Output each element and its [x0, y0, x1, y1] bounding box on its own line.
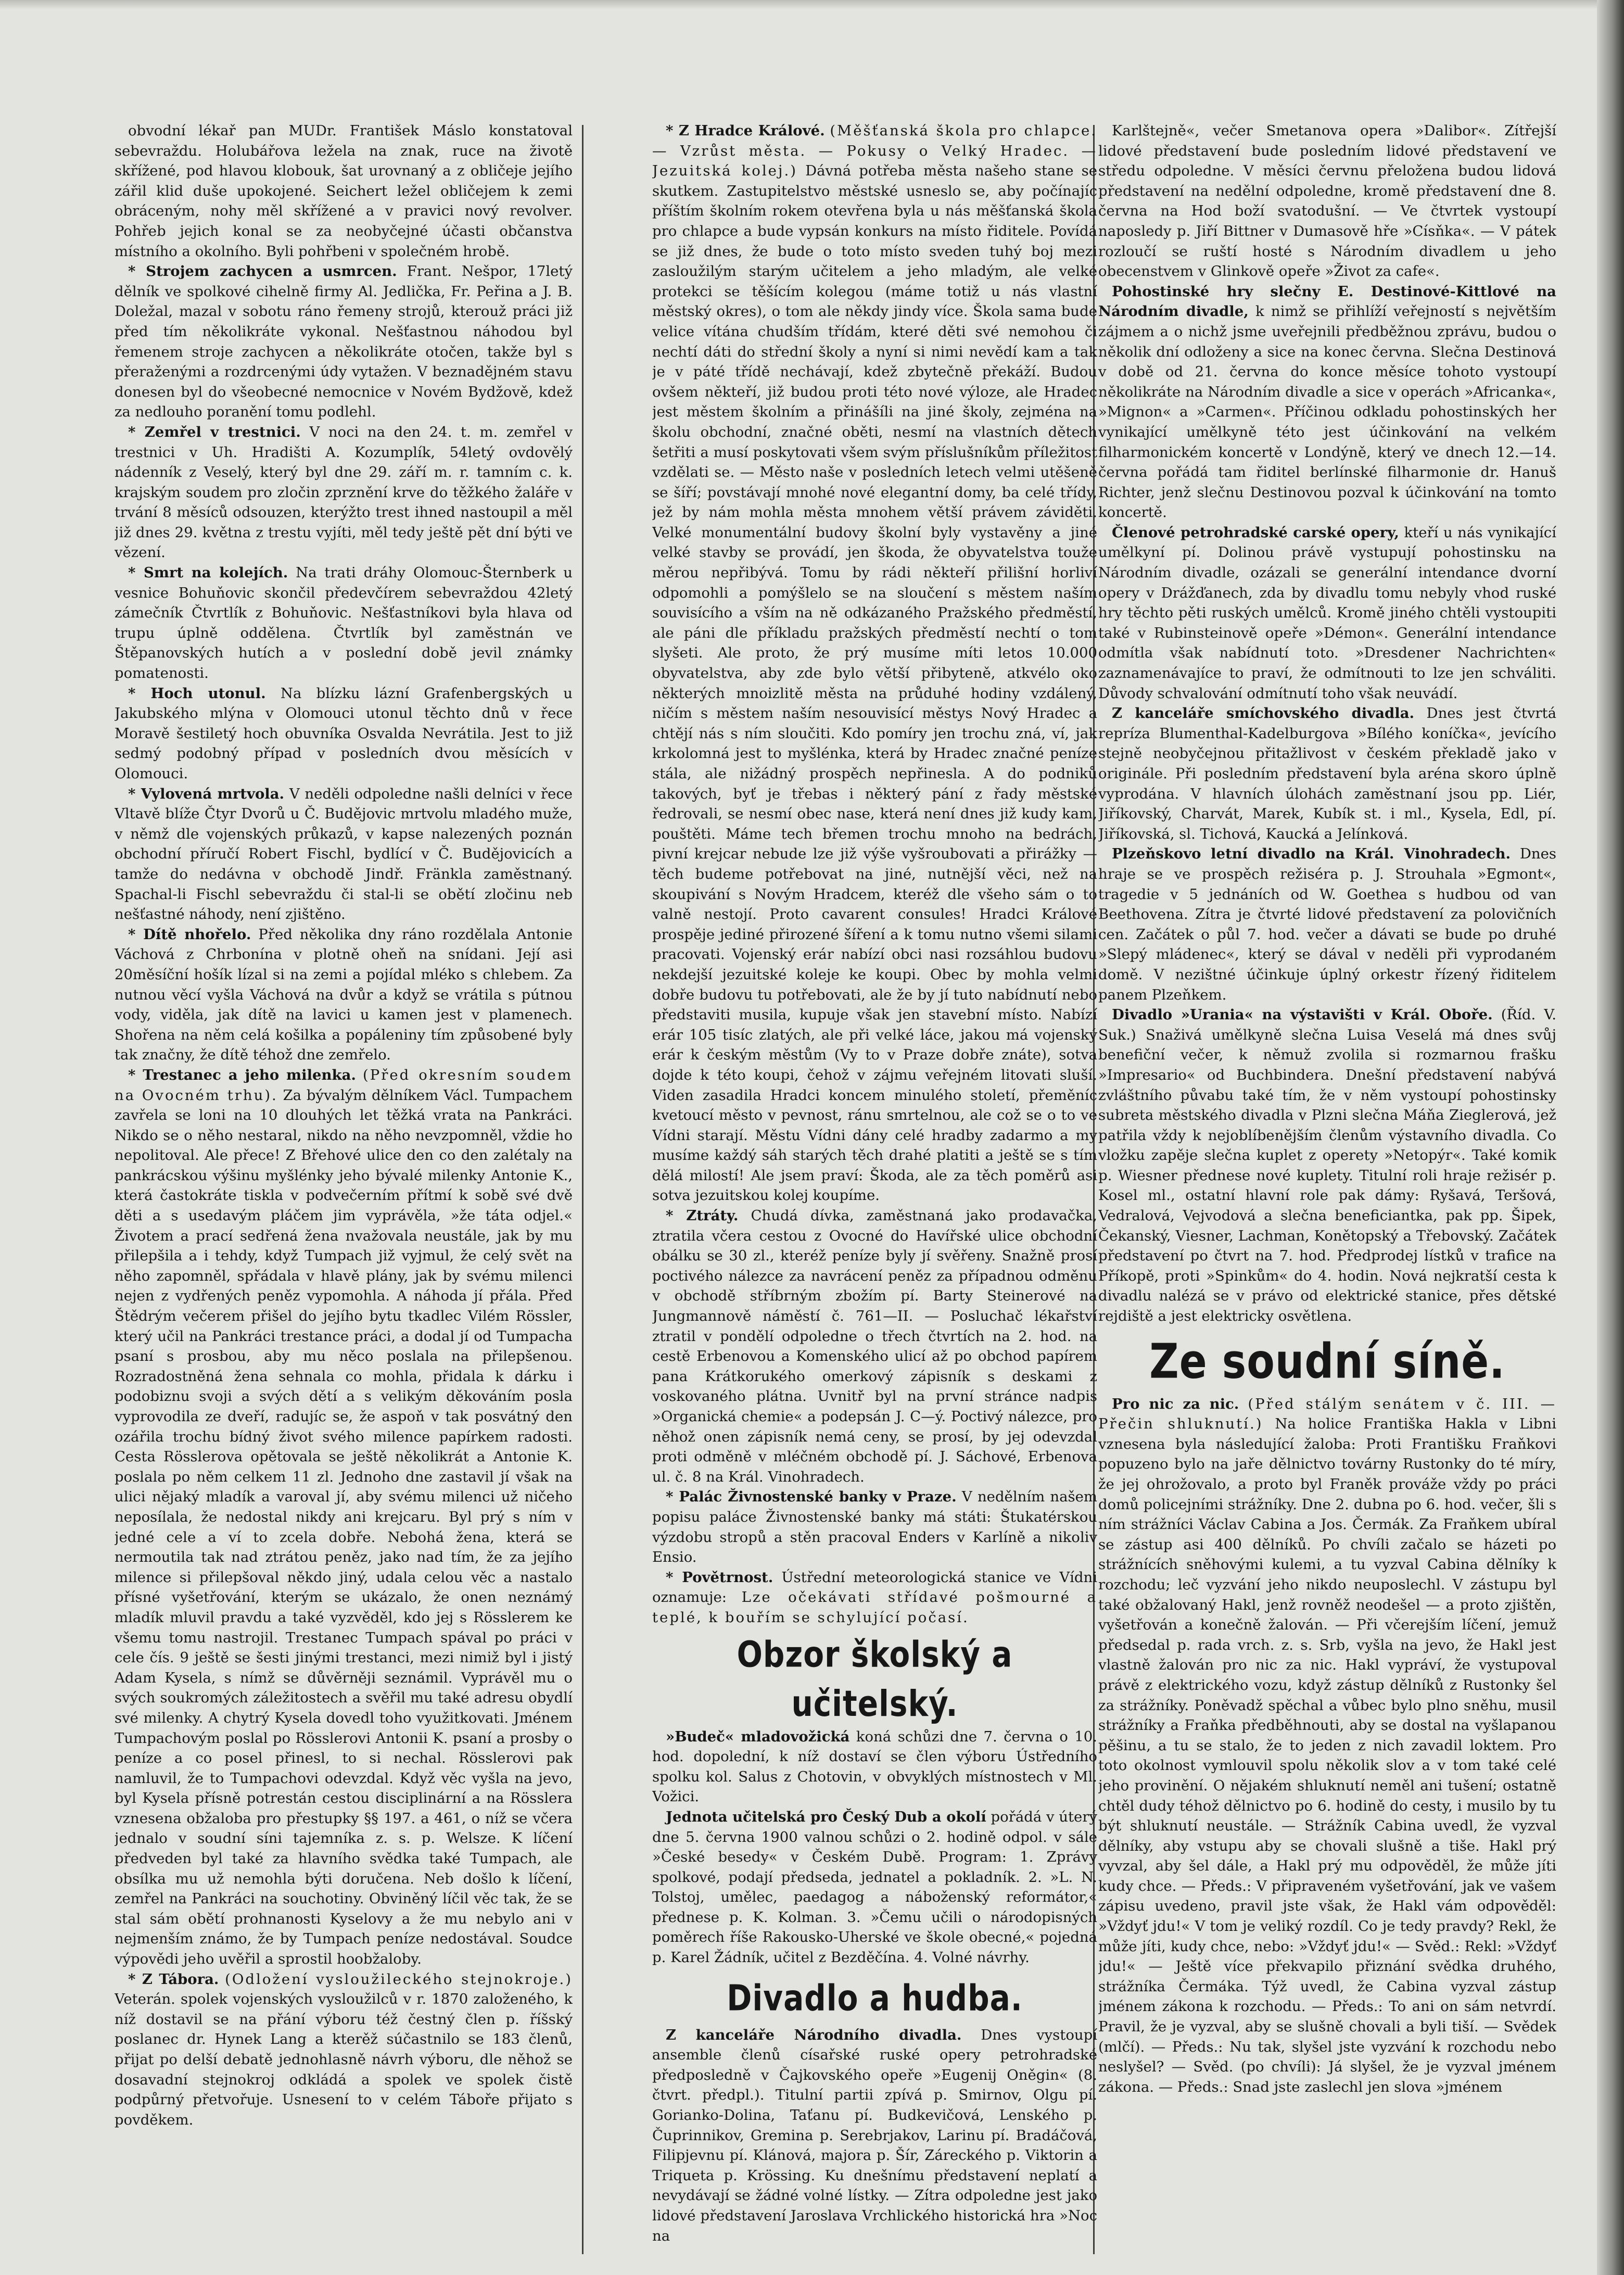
section-heading: Obzor školský a učitelský. — [737, 1633, 1013, 1724]
section-heading: Ze soudní síně. — [1149, 1334, 1505, 1389]
column-right — [1098, 121, 1556, 2258]
news-item-body: Na trati dráhy Olomouc-Šternberk u vesnice Bohuňovic skončil předevčírem sebevraždou 42letý zámečník Čtvrtlík z Bohuňovic. Nešťastníkovi byla hlava od trupu úplně oddělena. Čtvrtlík byl zaměstnán ve Štěpanovských hutích a v poslední době jevil známky pomatenosti. — [115, 564, 573, 682]
news-item — [115, 1969, 573, 2130]
news-item-body: obvodní lékař pan MUDr. František Máslo konstatoval sebevraždu. Holubářova ležela na znak, ruce na životě skřížené, pod hlavou klobouk, šat urovnaný a z obličeje jejího zářil klid duše upokojené. Seichert ležel obličejem k zemi obráceným, nohy měl skřížené a v pravici nový revolver. Pohřeb jejich konal se za neobyčejné účasti občanstva místního a okolního. Byli pohřbeni v společném hrobě. — [115, 122, 573, 260]
news-item — [1098, 1005, 1556, 1326]
news-item-body: kteří u nás vynikající umělkyní pí. Dolinou právě vystupují pohostinsku na Národním divadle, ozázali se generální intendance dvorní opery v Drážďanech, zda by divadlu tomu nebyly vhod ruské hry těchto pěti ruských umělců. Kromě jiného chtěli vystoupiti také v Rubinsteinově opeře »Démon«. Generální intendance odmítla však nabídnutí toto. »Dresdener Nachrichten« zaznamenávajíce to praví, že odmítnouti to lze jen schváliti. Důvody schvalování odmítnutí toho však neuvádí. — [1098, 524, 1556, 702]
news-item-body: V noci na den 24. t. m. zemřel v trestnici v Uh. Hradišti A. Kozumplík, 54letý ovdovělý nádenník z Veselý, který byl dne 29. září m. r. tamním c. k. krajským soudem pro zločin zprznění krve do těžkého žaláře v trvání 8 měsíců odsouzen, kterýžto trest ihned nastoupil a měl již dnes 29. května z trestu vyjíti, měl tedy ještě pět dní býti ve vězení. — [115, 423, 573, 561]
news-item-heading: Jednota učitelská pro Český Dub a okolí — [666, 1808, 986, 1825]
news-item — [115, 925, 573, 1065]
news-item-body: Na blízku lázní Grafenbergských u Jakubského mlýna v Olomouci utonul těchto dnů v řece Moravě šestiletý hoch obuvníka Osvalda Nevrátila. Jest to již sedmý podobný případ v posledních dvou měsících v Olomouci. — [115, 685, 573, 782]
news-item — [652, 1807, 1097, 1968]
news-item-heading: * Z Tábora. — [128, 1970, 219, 1988]
news-item-heading: * Z Hradce Králové. — [666, 122, 825, 139]
news-item-heading: * Ztráty. — [666, 1207, 739, 1224]
news-item — [652, 1727, 1097, 1807]
news-item — [115, 563, 573, 684]
news-item-heading: Členové petrohradské carské opery, — [1112, 524, 1399, 541]
section-heading: Divadlo a hudba. — [727, 1977, 1023, 2019]
news-item-body: (Říd. V. Suk.) Snaživá umělkyně slečna Luisa Veselá má dnes svůj benefiční večer, k němuž zvolila si rozmarnou frašku »Impresario« od Buchbindera. Dnešní představení nabývá zvláštního půvabu také tím, že v něm vystoupí pohostinsky subreta městského divadla v Plzni slečna Máňa Zieglerová, jež patřila vždy k nejoblíbenějším členům výstavního divadla. Co vložku zapěje slečna kuplet z operety »Netopýr«. Také komik p. Wiesner přednese nové kuplety. Titulní roli hraje režisér p. Kosel ml., ostatní hlavní role pak dámy: Ryšavá, Teršová, Vedralová, Vejvodová a slečna beneficiantka, pak pp. Šipek, Čekanský, Viesner, Lachman, Konětopský a Třebovský. Začátek představení po čtvrt na 7. hod. Předprodej lístků v trafice na Příkopě, proti »Spinkům« do 4. hodin. Nová nejkratší cesta k divadlu nalézá se v právo od elektrické stanice, přes dětské rejdiště a jest elektricky osvětlena. — [1098, 1006, 1556, 1325]
news-item-body: Na holice Františka Hakla v Libni vznesena byla následující žaloba: Proti Františku Fraňkovi popuzeno bylo na jaře dělnictvo továrny Rustonky do té míry, že jej ohrožovalo, a proto byl Franěk prováže vždy po práci domů policejními strážníky. Dne 2. dubna po 6. hod. večer, šli s ním strážníci Václav Cabina a Jos. Čermák. Za Fraňkem ubíral se zástup asi 400 dělníků. Po chvíli začalo se házeti po strážnících sněhovými kulemi, a tu vyzval Cabina dělníky k rozchodu; leč vyzvání jeho nikdo neuposlechl. V zástupu byl také obžalovaný Hakl, jenž rovněž neodešel — a proto zjištěn, vyšetřován a konečně žalován. — Při včerejším líčení, jemuž předsedal p. rada vrch. z. s. Srb, vyšla na jevo, že Hakl jest vlastně žalován pro nic za nic. Hakl vypráví, že vystupoval právě z elektrického vozu, když zástup dělníků z Rustonky šel za strážníky. Poněvadž spěchal a vůbec bylo plno sněhu, musil strážníky a Fraňka předběhnouti, aby se dostal na vyšlapanou pěšinu, a tu se stalo, že to jeden z nich zavadil loktem. Pro toto okolnost vymlouvil spolu několik slov a v tom také celé jeho provinění. O nějakém shluknutí neměl ani tušení; ostatně chtěl dudy téhož dělnictvo po 6. hodině do cesty, i musilo by tu být shluknutí neustále. — Strážník Cabina uvedl, že vyzval dělníky, aby vstupu aby se chovali slušně a tiše. Hakl prý vyvzal, aby šel dále, a Hakl prý mu odpověděl, že může jíti kudy chce. — Předs.: V připraveném vyšetřování, jak ve vašem zápisu uvedeno, pravil jste však, že Hakl vám odpověděl: »Vždyť jdu!« V tom je veliký rozdíl. Co je tedy pravdy? Rekl, že může jíti, kudy chce, nebo: »Vždyť jdu!« — Svěd.: Rekl: »Vždyť jdu!« — Ještě více překvapilo přiznání svědka druhého, strážníka Čermáka. Týž uvedl, že Cabina vyzval zástup jménem zákona k rozchodu. — Předs.: To ani on sám netvrdí. Pravil, že je vyzval, aby se slušně chovali a byli tiší. — Svědek (mlčí). — Předs.: Nu tak, slyšel jste vyzvání k rozchodu nebo neslyšel? — Svěd. (po chvíli): Já slyšel, že je vyzval jménem zákona. — Předs.: Snad jste zaslechl jen slova »jménem — [1098, 1415, 1556, 2095]
news-item-body: Dnes vystoupí ansemble členů císařské ruské opery petrohradské předposledně v Čajkovského opeře »Eugenij Oněgin« (8. čtvrt. předpl.). Titulní partii zpívá p. Smirnov, Olgu pí. Gorianko-Dolina, Taťanu pí. Budkevičová, Lenského p. Čuprinnikov, Gremina p. Serebrjakov, Larinu pí. Bradáčová, Filipjevnu pí. Klánová, majora p. Šír, Záreckého p. Viktorin a Triqueta p. Krössing. Ku dnešnímu představení neplatí a nevydávají se žádné volné lístky. — Zítra odpoledne jest jako lidové představení Jaroslava Vrchlického historická hra »Noc na — [652, 2026, 1097, 2244]
news-item-heading: * Vylovená mrtvola. — [128, 785, 285, 802]
news-item-body: Veterán. spolek vojenských vysloužilců v r. 1870 založeného, k níž dostavil se na přání výboru též čestný člen p. říšský poslanec dr. Hynek Lang a kterěž súčastnilo se 183 členů, přijat po delší debatě jednohlasně návrh výboru, dle něhož se dosavadní stejnokroj odkládá a spolek ve spolek čistě podpůrný přetvořuje. Usnesení to v celém Táboře přijato s povděkem. — [115, 1991, 573, 2128]
news-item-forecast: Lze očekávati střídavé pošmourné a teplé, k bouřím se schylující počasí. — [652, 1589, 1097, 1626]
scan-top-shadow — [0, 0, 1624, 9]
news-item-body: k nimž se přihlíží veřejností s největším zájmem a o nichž jsme uveřejnili předběžnou zprávu, budou o několik dní odloženy a sice na konec června. Slečna Destinová v době od 21. června do konce měsíce tohoto vystoupí několikráte na Národním divadle a sice v operách »Africanka«, »Mignon« a »Carmen«. Příčinou odkladu pohostinských her vynikající umělkyně této jest účinkování na velkém filharmonickém koncertě v Londýně, který ve dnech 12.—14. června pořádá tam řiditel berlínské filharmonie dr. Hanuš Richter, jenž slečnu Destinovou pozval k účinkování na tomto koncertě. — [1098, 303, 1556, 521]
news-item-body: koná schůzi dne 7. června o 10. hod. dopolední, k níž dostaví se člen výboru Ústředního spolku kol. Salus z Chotovin, v obvyklých místnostech v Ml. Vožici. — [652, 1728, 1097, 1805]
column-left — [115, 121, 573, 2258]
news-item — [1098, 523, 1556, 703]
news-item — [1098, 844, 1556, 1005]
news-item-subheading: (Měšťanská škola pro chlapce. — Vzrůst města. — Pokusy o Velký Hradec. — Jezuitská kolej.) — [652, 122, 1097, 180]
news-item-heading: * Palác Živnostenské banky v Praze. — [666, 1488, 957, 1506]
news-item — [652, 1487, 1097, 1567]
news-item — [652, 2025, 1097, 2246]
news-item — [652, 121, 1097, 1206]
news-item-body: pořádá v úterý dne 5. června 1900 valnou schůzi o 2. hodině odpol. v sále »České besedy« v Českém Dubě. Program: 1. Zprávy spolkové, podají předseda, jednatel a pokladník. 2. »L. N. Tolstoj, umělec, paedagog a náboženský reformátor,« přednese p. K. Kolman. 3. »Čemu učili o národopisných poměrech říše Rakousko-Uherské ve škole obecné,« pojedná p. Karel Žádník, učitel z Bezděčína. 4. Volné návrhy. — [652, 1808, 1097, 1966]
news-item-body: Před několika dny ráno rozdělala Antonie Váchová z Chrbonína v plotně oheň na snídani. Její asi 20měsíční hošík lízal si na zemi a pojídal mléko s chlebem. Za nutnou věcí vyšla Váchová na dvůr a když se vrátila s pútnou vody, viděla, jak dítě na lavici u kamen jest v plamenech. Shořena na něm celá košilka a popáleniny tím způsobené byly tak značny, že dítě téhož dne zemřelo. — [115, 926, 573, 1064]
news-item-heading: * Povětrnost. — [666, 1569, 773, 1586]
news-item-heading: Plzeňskovo letní divadlo na Král. Vinohradech. — [1112, 845, 1511, 863]
news-item-heading: * Smrt na kolejích. — [128, 564, 288, 582]
news-item-body: Karlštejně«, večer Smetanova opera »Dalibor«. Zítřejší lidové představení bude posledním lidové představení ve středu odpoledne. V měsíci červnu přeložena budou lidová představení na nedělní odpoledne, kromě představení dne 8. června na Hod boží svatodušní. — Ve čtvrtek vystoupí naposledy p. Jiří Bittner v Dumasově hře »Císňka«. — V pátek rozloučí se ruští hosté s Národním divadlem u jeho obecenstvem v Glinkově opeře »Život za cafe«. — [1098, 122, 1556, 280]
news-item — [652, 1568, 1097, 1628]
news-item-heading: * Dítě nhořelo. — [128, 926, 251, 943]
news-item — [115, 784, 573, 925]
news-item — [115, 1065, 573, 1969]
news-item-body: Dnes hraje se ve prospěch režiséra p. J. Strouhala »Egmont«, tragedie v 5 jednáních od W. Goethea s hudbou od van Beethovena. Zítra je čtvrté lidové představení za polovičních cen. Začátek o půl 7. hod. večer a dávati se bude po druhé »Slepý mládenec«, který se dával v neděli při vyprodaném domě. V nezištné účinkuje úplný orkestr řízený řiditelem panem Plzeňkem. — [1098, 845, 1556, 1003]
news-item-subheading: (Odložení vysloužileckého stejnokroje.) — [225, 1970, 573, 1988]
news-item-subheading: (Před okresním soudem na Ovocném trhu). — [115, 1066, 573, 1104]
news-item-heading: Divadlo »Urania« na výstavišti v Král. Oboře. — [1112, 1006, 1493, 1023]
news-item-body: Chudá dívka, zaměstnaná jako prodavačka, ztratila včera cestou z Ovocné do Havířské ulice obchodní obálku se 30 zl., kteréž peníze byly jí svěřeny. Snažně prosí poctivého nálezce za navrácení peněz za případnou odměnu v obchodě stříbrným zbožím pí. Barty Steinerové na Jungmannově náměstí č. 761—II. — Posluchač lékařství ztratil v pondělí odpoledne o třech čtvrtích na 2. hod. na cestě Erbenovou a Komenského ulicí až po obchod papírem pana Krátkorukého omerkový zápisník s deskami z voskovaného plátna. Uvnitř byl na první stránce nadpis »Organická chemie« a podepsán J. C—ý. Poctivý nálezce, pro něhož onen zápisník nemá ceny, se prosí, by jej odevzdal proti odměně v mléčném obchodě pí. J. Sáchové, Erbenova ul. č. 8 na Král. Vinohradech. — [652, 1207, 1097, 1485]
news-item-body: Dnes jest čtvrtá repríza Blumenthal-Kadelburgova »Bílého koníčka«, jevícího stejně neobyčejnou přitažlivost v českém překladě jako v originále. Při posledním představení byla aréna skoro úplně vyprodána. V hlavních úlohách zaměstnaní jsou pp. Liér, Jiříkovský, Charvát, Marek, Kubík st. i ml., Kysela, Edl, pí. Jiříkovská, sl. Tichová, Kaucká a Jelínková. — [1098, 705, 1556, 842]
news-item-body: Za bývalým dělníkem Václ. Tumpachem zavřela se loni na 10 dlouhých let těžká vrata na Pankráci. Nikdo se o něho nestaral, nikdo na něho nevzpomněl, vždie ho nepolitoval. Ale přece! Z Břehové ulice den co den zalétaly na pankrácskou výšinu myšlénky jeho bývalé milenky Antonie K., která častokráte tiskla v podvečerním přítmí k sobě své dvě děti a s usedavým pláčem jim vyprávěla, »že táta odjel.« Životem a prací sedřená žena nvažovala neustále, jak by mu přilepšila a i tehdy, když Tumpach již vyjmul, že celý svět na něho zapomněl, spřádala v hlavě plány, jak by svému milenci nejen z vydřených peněz vypomohla. A náhoda jí přála. Před Štědrým večerem přišel do jejího bytu tkadlec Vilém Rössler, který učil na Pankráci trestance práci, a dodal jí od Tumpacha psaní s prosbou, aby mu něco poslala na přilepšenou. Rozradostněná žena sehnala co mohla, přidala k dárku i podobiznu svoji a svých dětí a s velikým děkováním posla vyprovodila ze dveří, radujíc se, že aspoň v tak posvátný den ozářila trochu bídný život svého milence papírkem radosti. Cesta Rösslerova opětovala se ještě několikrát a Antonie K. poslala po něm celkem 11 zl. Jednoho dne zastavil jí však na ulici nějaký mladík a varoval jí, aby svému milenci už ničeho neposílala, že nedostal nikdy ani krejcaru. Byl prý s ním v jedné cele a ví to zcela dobře. Nebohá žena, která se nermoutila tak nad ztrátou peněz, jako nad tím, že za jejího milence si přilepšoval někdo jiný, udala celou věc a nastalo přísné vyšetřování, kterým se ukázalo, že onen neznámý mladík mluvil pravdu a také vyzvěděl, kdo jej s Rösslerem ke všemu tomu nastrojil. Trestanec Tumpach spával po práci v cele čís. 9 ještě se šesti jinými trestanci, mezi nimiž byl i jistý Adam Kysela, s nímž se důvěrněji seznámil. Vyprávěl mu o svých soukromých záležitostech a svěřil mu také adresu obydlí své milenky. A chytrý Kysela dovedl toho využitkovati. Jménem Tumpachovým poslal po Rösslerovi Antonii K. psaní a prosby o peníze a co posel přinesl, to si nechal. Rösslerovi pak namluvil, že to Tumpachovi odevzdal. Když věc vyšla na jevo, byl Kysela přísně potrestán cestou disciplinární a na Rösslera vznesena obžaloba pro přestupky §§ 197. a 461, o níž se včera jednalo v soudní síni tajemníka z. s. p. Welsze. K líčení předveden byl také za hlavního svědka také Tumpach, ale obsílka mu už nemohla býti doručena. Neb došlo k líčení, zemřel na Pankráci na souchotiny. Obviněný líčil věc tak, že se stal sám obětí prohnanosti Kyselovy a že mu nebylo ani v nejmenším známo, že by Tumpach peníze nedostával. Soudce výpovědi jeho uvěřil a sprostil hoobžaloby. — [115, 1086, 573, 1968]
news-item-heading: »Budeč« mladovožická — [666, 1728, 850, 1745]
news-item-heading: * Strojem zachycen a usmrcen. — [128, 263, 397, 280]
news-item-heading: * Hoch utonul. — [128, 685, 266, 702]
news-item — [115, 261, 573, 422]
news-item-heading: Pohostinské hry slečny E. Destinové-Kittlové na Národním divadle, — [1098, 283, 1556, 320]
news-item-body: Dávná potřeba města našeho stane se skutkem. Zastupitelstvo městské usneslo se, aby počínajíc příštím školním rokem otevřena byla u nás měšťanská škola pro chlapce a bude vypsán konkurs na místo řiditele. Povídá se již dnes, že bude o toto místo sveden tuhý boj mezi zasloužilým starým učitelem a jeho mladým, ale velké protekci se těšícím kolegou (máme totiž u nás vlastní městský okres), o tom ale někdy jindy více. Škola sama bude velice vítána chudším třídám, které děti své nemohou či nechtí dáti do střední školy a nyní si nimi nevědí kam a tak je v páté třídě nechávají, kdež zbytečně překáží. Budou ovšem někteří, již budou proti této nové výloze, ale Hradec jest městem školním a přinášíli na jiné školy, zejména na školu obchodní, značné oběti, nesmí na vlastních dětech šetřiti a musí poskytovati všem svým příslušníkům příležitost vzdělati se. — Město naše v posledních letech velmi utěšeně se šíří; povstávají mnohé nové elegantní domy, ba celé třídy, jež by nám mohla města mnohem větší právem záviděti. Velké monumentální budovy školní byly vystavěny a jiné velké stavby se provádí, jen škoda, že obyvatelstva touže měrou nepřibývá. Tomu by rádi někteří přilišní horliví odpomohli a pomýšlelo se na sloučení s městem naším souvisícího a vším na ně odkázaného Pražského předměstí, ale páni dle příkladu pražských předměstí nechtí o tom slyšeti. Ale proto, že prý musíme míti letos 10.000 obyvatelstva, aby zde bylo větší přibyteně, atkvélo oko některých mnoizlitě města na průduhé hodiny vzdálený, ničím s městem naším nesouvisící městys Nový Hradec a chtějí nás s ním sloučiti. Kdo pomíry jen trochu zná, ví, jak krkolomná jest to myšlénka, která by Hradec značné peníze stála, ale nižádný prospěch nepřinesla. A do podniků takových, byť je třebas i některý pání z řady městské ředrovali, se nesmí obec nase, která není dnes již kudy kam, pouštěti. Máme tech břemen trochu mnoho na bedrách, pivní krejcar nebude lze již výše vyšroubovati a přirážky — těch budeme potřebovat na jiné, nutnější věci, než na skoupivání s Novým Hradcem, kteréž dle všeho sám o to valně nestojí. Proto cavarent consules! Hradci Králové prospěje jediné přirozené šíření a k tomu nutno všemi silami pracovati. Vojenský erár nabízí obci nasi rozsáhlou budovu nekdejší jezuitské koleje ke koupi. Obec by mohla velmi dobře budovu tu potřebovati, ale že by jí tuto nabídnutí nebo představiti musila, kupuje však jen stavební místo. Nabízí erár 105 tisíc zlatých, ale při velké láce, jakou má vojenský erár k českým městům (Vy to v Praze dobře znáte), sotva dojde k této koupi, čehož v zájmu veřejném litovati sluší. Viden zasadila Hradci koncem minulého století, přeměníc kvetoucí město v pevnost, ránu smrtelnou, ale což se o to ve Vídni starají. Městu Vídni dány celé hradby zadarmo a my musíme každý sáh starých těch drahé platiti a ještě se s tím dělá milostí! Ale jsem praví: Škoda, ale za těch poměrů asi sotva jezuitskou kolej koupíme. — [652, 162, 1097, 1204]
news-item — [1098, 1394, 1556, 2097]
news-item-body: V nedělním našem popisu paláce Živnostenské banky má státi: Štukatérskou výzdobu stropů a stěn pracoval Enders v Karlíně a nikoliv Ensio. — [652, 1488, 1097, 1566]
column-middle — [652, 121, 1097, 2258]
news-item — [1098, 282, 1556, 523]
scan-right-edge — [1597, 0, 1624, 2275]
news-item — [115, 121, 573, 261]
news-item-heading: Z kanceláře smíchovského divadla. — [1112, 705, 1415, 722]
news-item-heading: * Trestanec a jeho milenka. — [128, 1066, 356, 1083]
news-item — [115, 422, 573, 563]
news-item-heading: * Zemřel v trestnici. — [128, 423, 301, 440]
column-rule-left — [582, 125, 583, 2254]
news-item — [1098, 121, 1556, 282]
news-item-body: Ústřední meteorologická stanice ve Vídni oznamuje: — [652, 1569, 1097, 1606]
news-item — [652, 1206, 1097, 1487]
news-item-subheading: (Před stálým senátem v č. III. — Přečin shluknutí.) — [1098, 1395, 1556, 1433]
news-item-heading: Pro nic za nic. — [1112, 1395, 1239, 1412]
news-item — [1098, 703, 1556, 844]
news-item-body: V neděli odpoledne našli delníci v řece Vltavě blíže Čtyr Dvorů u Č. Budějovic mrtvolu mladého muže, v němž dle vojenských průkazů, v kapse nalezených poznán obchodní příručí Robert Fischl, bydlící v Č. Budějovicích a tamže do nedávna v obchodě Jindř. Fränkla zaměstnaný. Spachal-li Fischl sebevraždu či stal-li se obětí zločinu neb nešťastné náhody, není zjištěno. — [115, 785, 573, 923]
news-item — [115, 684, 573, 784]
news-item-body: Frant. Nešpor, 17letý dělník ve spolkové cihelně firmy Al. Jedlička, Fr. Peřina a J. B. Doležal, mazal v sobotu ráno řemeny strojů, kterouž práci již před tím několikráte vykonal. Nešťastnou náhodou byl řemenem stroje zachycen a několikráte otočen, takže byl s přeraženými a rozdrcenými údy vytažen. V beznadějném stavu donesen byl do všeobecné nemocnice v Novém Bydžově, kdež za nedlouho poranění tomu podlehl. — [115, 263, 573, 421]
news-item-heading: Z kanceláře Národního divadla. — [666, 2026, 962, 2043]
